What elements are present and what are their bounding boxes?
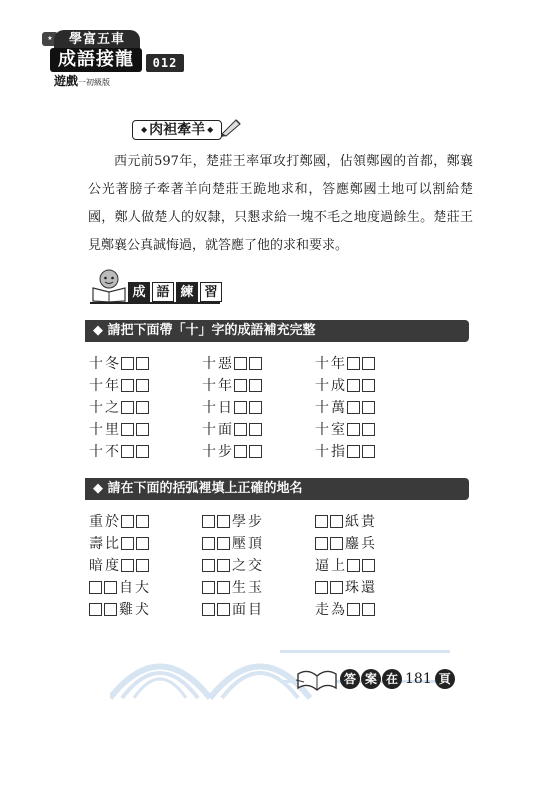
series-game-label: 遊戲 [54,74,79,88]
answer-blank-box[interactable] [202,581,215,594]
idiom-char: 面 [218,422,232,438]
answer-blank-box[interactable] [330,537,343,550]
answer-blank-box[interactable] [249,445,262,458]
answer-blank-box[interactable] [104,581,117,594]
idiom-exercise [314,397,427,417]
exercise-row [88,440,478,462]
idiom-char: 壽 [89,536,103,552]
idiom-char: 步 [218,444,232,460]
idiom-char: 大 [135,580,149,596]
answer-blank-box[interactable] [362,423,375,436]
idiom-exercise [314,353,427,373]
idiom-char: 冬 [105,356,119,372]
idiom-char: 十 [315,356,329,372]
idiom-char: 不 [105,444,119,460]
idiom-char: 步 [248,514,262,530]
open-book-icon [296,666,338,692]
answer-blank-box[interactable] [347,423,360,436]
idiom-char: 年 [331,356,345,372]
answer-blank-box[interactable] [217,581,230,594]
idiom-char: 目 [248,602,262,618]
idiom-char: 壓 [232,536,246,552]
idiom-char: 為 [331,602,345,618]
exercise-row [88,576,478,598]
idiom-char: 十 [89,378,103,394]
section2-exercise-grid [88,510,478,620]
pen-icon [220,116,242,138]
answer-blank-box[interactable] [136,537,149,550]
idiom-char: 學 [232,514,246,530]
idiom-exercise [201,511,314,531]
answer-blank-box[interactable] [121,515,134,528]
idiom-char: 紙 [345,514,359,530]
idiom-exercise [314,533,427,553]
answer-blank-box[interactable] [315,515,328,528]
practice-divider [90,302,220,304]
idiom-char: 面 [232,602,246,618]
page-code: 012 [146,54,184,72]
section2-instruction: ◆ 請在下面的括弧裡填上正確的地名 [85,478,469,500]
idiom-story [88,148,473,260]
idiom-char: 日 [218,400,232,416]
answer-blank-box[interactable] [362,559,375,572]
idiom-char: 自 [119,580,133,596]
idiom-char: 十 [202,400,216,416]
exercise-row [88,510,478,532]
idiom-char: 兵 [361,536,375,552]
idiom-char: 走 [315,602,329,618]
idiom-char: 十 [202,378,216,394]
answer-blank-box[interactable] [121,401,134,414]
idiom-char: 鏖 [345,536,359,552]
idiom-story-text: 西元前597年，楚莊王率軍攻打鄭國，佔領鄭國的首都，鄭襄公光著膀子牽著羊向楚莊王跪地求和，答應鄭國土地可以割給楚國，鄭人做楚人的奴隸，只懇求給一塊不毛之地度過餘生。楚莊王見鄭襄公真誠悔過，就答應了他的求和要求。 [88,154,473,253]
series-title-line1: 學富五車 [54,30,140,50]
answer-blank-box[interactable] [249,401,262,414]
idiom-char: 雞 [119,602,133,618]
exercise-row [88,554,478,576]
answer-page-reference [340,668,455,690]
practice-label [128,282,222,302]
exercise-row [88,598,478,620]
idiom-exercise [88,397,201,417]
idiom-exercise [201,555,314,575]
idiom-char: 度 [105,558,119,574]
answer-blank-box[interactable] [362,603,375,616]
answer-blank-box[interactable] [136,559,149,572]
series-title-line2: 成語接龍 [50,48,142,72]
answer-page-number: 181 [405,671,432,687]
idiom-char: 十 [315,378,329,394]
idiom-exercise [314,375,427,395]
idiom-char: 年 [218,378,232,394]
answer-blank-box[interactable] [217,603,230,616]
idiom-char: 玉 [248,580,262,596]
idiom-char: 十 [202,356,216,372]
idiom-exercise [201,419,314,439]
answer-blank-box[interactable] [330,581,343,594]
answer-blank-box[interactable] [121,559,134,572]
idiom-exercise [314,555,427,575]
series-title-line3 [54,72,142,90]
idiom-exercise [314,511,427,531]
answer-blank-box[interactable] [202,515,215,528]
answer-blank-box[interactable] [249,357,262,370]
idiom-exercise [88,533,201,553]
answer-blank-box[interactable] [217,515,230,528]
idiom-exercise [314,419,427,439]
idiom-exercise [88,511,201,531]
answer-blank-box[interactable] [217,559,230,572]
idiom-exercise [88,577,201,597]
idiom-char: 比 [105,536,119,552]
answer-blank-box[interactable] [136,379,149,392]
idiom-exercise [88,555,201,575]
idiom-exercise [88,375,201,395]
answer-blank-box[interactable] [217,537,230,550]
answer-blank-box[interactable] [104,603,117,616]
idiom-exercise [88,419,201,439]
idiom-exercise [201,397,314,417]
idiom-char: 重 [89,514,103,530]
idiom-char: 十 [89,356,103,372]
answer-blank-box[interactable] [234,445,247,458]
series-edition-label: 一初級版 [78,78,111,87]
exercise-row [88,352,478,374]
idiom-char: 上 [331,558,345,574]
answer-prefix-char: 在 [382,669,402,689]
answer-blank-box[interactable] [136,401,149,414]
answer-blank-box[interactable] [202,559,215,572]
idiom-exercise [201,353,314,373]
exercise-row [88,374,478,396]
idiom-char: 還 [361,580,375,596]
answer-blank-box[interactable] [234,379,247,392]
idiom-char: 生 [232,580,246,596]
idiom-char: 逼 [315,558,329,574]
idiom-char: 十 [202,422,216,438]
idiom-char: 十 [89,400,103,416]
idiom-exercise [88,599,201,619]
idiom-char: 年 [105,378,119,394]
answer-blank-box[interactable] [315,581,328,594]
answer-blank-box[interactable] [89,581,102,594]
answer-blank-box[interactable] [249,423,262,436]
idiom-exercise [201,533,314,553]
answer-blank-box[interactable] [234,423,247,436]
answer-blank-box[interactable] [362,445,375,458]
practice-label-char: 語 [152,282,174,302]
reading-student-icon [90,268,128,302]
exercise-row [88,396,478,418]
idiom-char: 暗 [89,558,103,574]
idiom-char: 指 [331,444,345,460]
answer-blank-box[interactable] [136,357,149,370]
idiom-char: 里 [105,422,119,438]
idiom-exercise [201,599,314,619]
idiom-char: 十 [315,400,329,416]
idiom-exercise [201,441,314,461]
answer-blank-box[interactable] [330,515,343,528]
idiom-char: 十 [315,444,329,460]
idiom-char: 頂 [248,536,262,552]
idiom-char: 萬 [331,400,345,416]
exercise-row [88,418,478,440]
idiom-char: 之 [232,558,246,574]
idiom-exercise [201,375,314,395]
answer-blank-box[interactable] [121,537,134,550]
idiom-char: 成 [331,378,345,394]
series-logo [46,30,142,92]
idiom-exercise [201,577,314,597]
answer-blank-box[interactable] [136,423,149,436]
exercise-row [88,532,478,554]
idiom-char: 惡 [218,356,232,372]
answer-blank-box[interactable] [136,515,149,528]
answer-prefix-char: 案 [361,669,381,689]
section1-instruction: ◆ 請把下面帶「十」字的成語補充完整 [85,320,469,342]
answer-suffix-char: 頁 [435,669,455,689]
answer-blank-box[interactable] [347,401,360,414]
answer-blank-box[interactable] [121,445,134,458]
idiom-char: 十 [315,422,329,438]
idiom-char: 十 [89,422,103,438]
idiom-char: 交 [248,558,262,574]
section1-exercise-grid [88,352,478,462]
answer-blank-box[interactable] [347,379,360,392]
idiom-exercise [314,441,427,461]
answer-blank-box[interactable] [121,357,134,370]
answer-blank-box[interactable] [249,379,262,392]
idiom-exercise [88,441,201,461]
answer-blank-box[interactable] [347,445,360,458]
idiom-char: 之 [105,400,119,416]
idiom-char: 犬 [135,602,149,618]
answer-blank-box[interactable] [121,423,134,436]
practice-label-char: 練 [176,282,198,302]
answer-blank-box[interactable] [234,401,247,414]
idiom-char: 貴 [361,514,375,530]
idiom-exercise [314,577,427,597]
practice-label-char: 習 [200,282,222,302]
idiom-exercise [314,599,427,619]
answer-blank-box[interactable] [362,357,375,370]
answer-blank-box[interactable] [362,401,375,414]
answer-blank-box[interactable] [234,357,247,370]
answer-blank-box[interactable] [202,603,215,616]
answer-blank-box[interactable] [89,603,102,616]
idiom-char: 十 [89,444,103,460]
answer-blank-box[interactable] [347,357,360,370]
idiom-char: 珠 [345,580,359,596]
answer-blank-box[interactable] [347,603,360,616]
idiom-title: ◆ 肉袒牽羊 ◆ [132,120,222,140]
answer-blank-box[interactable] [315,537,328,550]
answer-blank-box[interactable] [121,379,134,392]
answer-blank-box[interactable] [202,537,215,550]
idiom-char: 十 [202,444,216,460]
answer-blank-box[interactable] [136,445,149,458]
badge-star-icon: ★ [42,32,58,46]
idiom-exercise [88,353,201,373]
practice-label-char: 成 [128,282,150,302]
answer-prefix-char: 答 [340,669,360,689]
idiom-char: 室 [331,422,345,438]
answer-blank-box[interactable] [362,379,375,392]
idiom-char: 於 [105,514,119,530]
answer-blank-box[interactable] [347,559,360,572]
